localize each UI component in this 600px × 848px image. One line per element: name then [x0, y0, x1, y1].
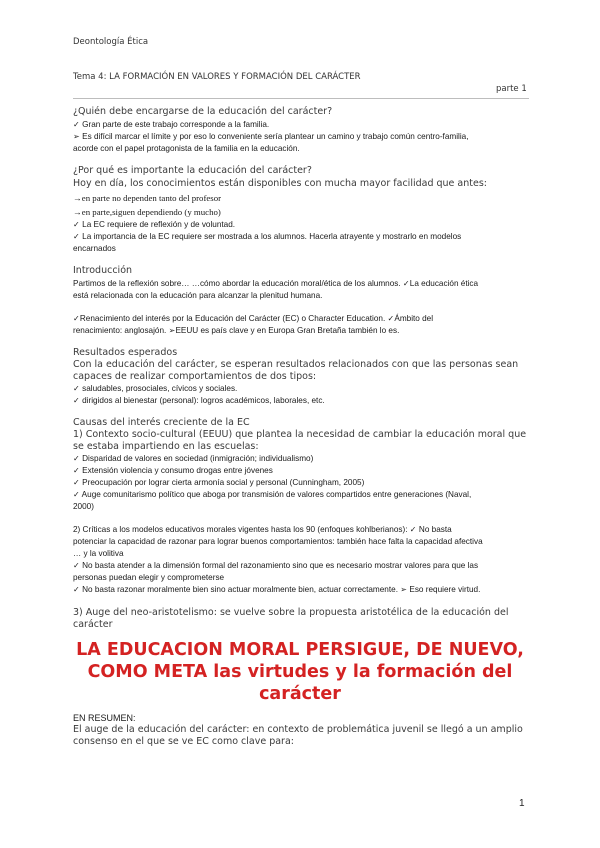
header-divider [73, 98, 529, 99]
intro-line: Partimos de la reflexión sobre… …cómo abordar la educación moral/ética de los alumnos. ✓La educación ética [73, 279, 479, 288]
causes-line: 2000) [73, 502, 94, 511]
highlight-line: COMO META las virtudes y la formación del [87, 662, 513, 682]
part-label: parte 1 [496, 84, 527, 94]
causes-intro: se estaba impartiendo en las escuelas: [73, 441, 259, 452]
critics-line: potenciar la capacidad de razonar para lograr buenos comportamientos: también hace falta la capacidad afectiva [73, 537, 483, 546]
q2-note: →en parte no dependen tanto del profesor [73, 193, 222, 203]
q1-line: ➢ Es difícil marcar el límite y por eso lo conveniente sería plantear un camino y trabajo común centro-familia, [73, 132, 469, 141]
section-title-causes: Causas del interés creciente de la EC [73, 417, 250, 428]
intro-line: ✓Renacimiento del interés por la Educación del Carácter (EC) o Character Education. ✓Ámbito del [73, 314, 434, 323]
critics-line: personas puedan elegir y comprometerse [73, 573, 225, 582]
causes-intro: 1) Contexto socio-cultural (EEUU) que plantea la necesidad de cambiar la educación moral que [73, 429, 527, 440]
page-number: 1 [519, 798, 525, 809]
topic-title: Tema 4: LA FORMACIÓN EN VALORES Y FORMACIÓN DEL CARÁCTER [73, 72, 361, 82]
critics-line: ✓ No basta razonar moralmente bien sino actuar moralmente bien, actuar correctamente. ➢ Eso requiere virtud. [73, 585, 481, 594]
critics-line: 2) Críticas a los modelos educativos morales vigentes hasta los 90 (enfoques kohlberianos): ✓ No basta [73, 525, 452, 534]
causes-line: ✓ Disparidad de valores en sociedad (inmigración; individualismo) [73, 454, 314, 463]
summary-line: El auge de la educación del carácter: en contexto de problemática juvenil se llegó a un amplio [73, 724, 523, 735]
q2-line: ✓ La EC requiere de reflexión y de voluntad. [73, 220, 236, 229]
causes-line: ✓ Preocupación por lograr cierta armonía social y personal (Cunningham, 2005) [73, 478, 365, 487]
neo-line: carácter [73, 619, 113, 630]
section-title-q2: ¿Por qué es importante la educación del carácter? [73, 165, 312, 176]
section-title-q1: ¿Quién debe encargarse de la educación del carácter? [73, 106, 333, 117]
highlight-line: carácter [259, 684, 341, 704]
critics-line: ✓ No basta atender a la dimensión formal del razonamiento sino que es necesario mostrar valores para que las [73, 561, 479, 570]
q2-line: ✓ La importancia de la EC requiere ser mostrada a los alumnos. Hacerla atrayente y mostrarlo en modelos [73, 232, 462, 241]
section-title-results: Resultados esperados [73, 347, 178, 358]
q2-intro: Hoy en día, los conocimientos están disponibles con mucha mayor facilidad que antes: [73, 178, 487, 189]
critics-line: … y la volitiva [73, 549, 124, 558]
results-line: ✓ dirigidos al bienestar (personal): logros académicos, laborales, etc. [73, 396, 325, 405]
summary-line: consenso en el que se ve EC como clave para: [73, 736, 294, 747]
q2-line: encarnados [73, 244, 116, 253]
causes-line: ✓ Extensión violencia y consumo drogas entre jóvenes [73, 466, 273, 475]
highlight-line: LA EDUCACION MORAL PERSIGUE, DE NUEVO, [76, 640, 524, 660]
causes-line: ✓ Auge comunitarismo político que aboga por transmisión de valores compartidos entre generaciones (Naval, [73, 490, 472, 499]
course-title: Deontología Ética [73, 37, 149, 47]
results-line: ✓ saludables, prosociales, cívicos y sociales. [73, 384, 238, 393]
intro-line: está relacionada con la educación para alcanzar la plenitud humana. [73, 291, 323, 300]
q1-line: ✓ Gran parte de este trabajo corresponde a la familia. [73, 120, 270, 129]
results-intro: Con la educación del carácter, se esperan resultados relacionados con que las personas sean [73, 359, 519, 370]
q1-line: acorde con el papel protagonista de la familia en la educación. [73, 144, 300, 153]
intro-line: renacimiento: anglosajón. ➢EEUU es país clave y en Europa Gran Bretaña también lo es. [73, 326, 400, 335]
q2-note: →en parte,siguen dependiendo (y mucho) [73, 207, 221, 217]
section-title-intro: Introducción [73, 265, 133, 276]
neo-line: 3) Auge del neo-aristotelismo: se vuelve sobre la propuesta aristotélica de la educación del [73, 607, 509, 618]
summary-title: EN RESUMEN: [73, 713, 136, 723]
results-intro: capaces de realizar comportamientos de dos tipos: [73, 371, 317, 382]
